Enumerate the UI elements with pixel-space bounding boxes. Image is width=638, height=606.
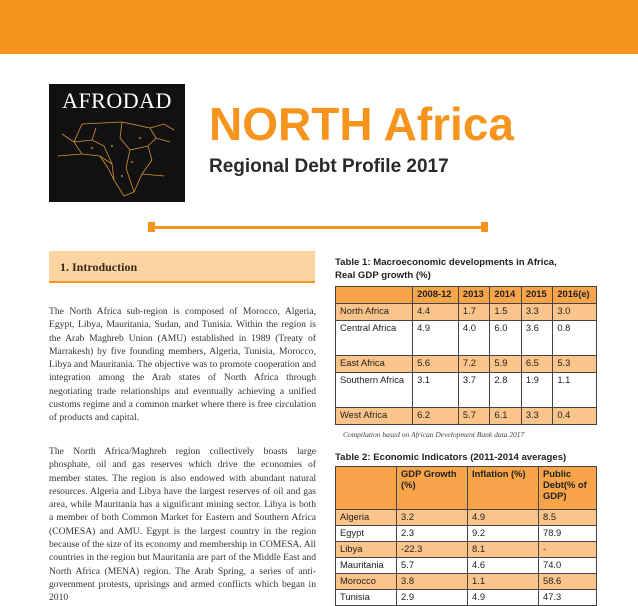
value-cell: 1.5 xyxy=(490,304,521,321)
value-cell: 2.9 xyxy=(397,590,468,606)
value-cell: 3.8 xyxy=(397,574,468,590)
divider-cap-right xyxy=(481,222,488,232)
country-cell: Mauritania xyxy=(336,558,397,574)
table-header-cell: Inflation (%) xyxy=(468,467,539,510)
value-cell: 6.5 xyxy=(521,356,552,373)
table-header-cell xyxy=(336,287,413,304)
table-row xyxy=(336,574,597,590)
value-cell: 1.9 xyxy=(521,373,552,408)
value-cell: - xyxy=(539,542,597,558)
value-cell: 8.1 xyxy=(468,542,539,558)
value-cell: 3.3 xyxy=(521,304,552,321)
divider-line xyxy=(148,226,488,229)
table-header-cell: 2016(e) xyxy=(553,287,597,304)
table-header-cell: GDP Growth (%) xyxy=(397,467,468,510)
table-header-cell: 2014 xyxy=(490,287,521,304)
value-cell: 74.0 xyxy=(539,558,597,574)
table1-note: Compilation based on African Development Bank data 2017 xyxy=(343,430,525,439)
table-row xyxy=(336,558,597,574)
value-cell: 4.0 xyxy=(458,321,489,356)
region-cell: North Africa xyxy=(336,304,413,321)
region-cell: Southern Africa xyxy=(336,373,413,408)
region-cell: East Africa xyxy=(336,356,413,373)
value-cell: 5.7 xyxy=(397,558,468,574)
value-cell: 47.3 xyxy=(539,590,597,606)
page-subtitle: Regional Debt Profile 2017 xyxy=(209,156,449,177)
value-cell: 2.3 xyxy=(397,526,468,542)
value-cell: 1.1 xyxy=(468,574,539,590)
value-cell: 4.9 xyxy=(468,510,539,526)
value-cell: 8.5 xyxy=(539,510,597,526)
region-cell: Central Africa xyxy=(336,321,413,356)
region-cell: West Africa xyxy=(336,408,413,425)
africa-map-icon xyxy=(52,116,182,199)
divider-cap-left xyxy=(148,222,155,232)
value-cell: 4.9 xyxy=(413,321,459,356)
table1-caption-line2: Real GDP growth (%) xyxy=(335,269,431,281)
value-cell: 6.1 xyxy=(490,408,521,425)
table-header-cell xyxy=(336,467,397,510)
value-cell: 3.3 xyxy=(521,408,552,425)
table-row xyxy=(336,304,597,321)
section-heading: 1. Introduction xyxy=(60,260,138,274)
country-cell: Algeria xyxy=(336,510,397,526)
table-header-cell: 2015 xyxy=(521,287,552,304)
value-cell: 3.2 xyxy=(397,510,468,526)
table-row xyxy=(336,590,597,606)
afrodad-logo xyxy=(49,84,185,202)
value-cell: 78.9 xyxy=(539,526,597,542)
value-cell: 5.3 xyxy=(553,356,597,373)
value-cell: 6.0 xyxy=(490,321,521,356)
value-cell: 4.6 xyxy=(468,558,539,574)
table1-caption-line1: Table 1: Macroeconomic developments in Africa, xyxy=(335,257,557,268)
economic-indicators-table xyxy=(335,466,597,606)
table-row xyxy=(336,526,597,542)
table-header-cell: Public Debt(% of GDP) xyxy=(539,467,597,510)
paragraph-2: The North Africa/Maghreb region collectively boasts large phosphate, oil and gas reserves which drive the economies of member states. The region is also endowed with abundant natural resources. Algeria and Libya have the largest reserves of oil and gas area, while Mauritania has a significant mining sector. Libya is both a member of both Common Market for Eastern and Southern Africa (COMESA) and AMU. Egypt is the largest country in the region because of the size of its economy and membership in COMESA. All countries in the region but Mauritania are part of the Middle East and North Africa (MENA) region. The Arab Spring, a series of anti-government protests, uprisings and armed conflicts which began in 2010 xyxy=(49,446,316,604)
section-header xyxy=(49,251,315,283)
table-row xyxy=(336,542,597,558)
table1-caption xyxy=(335,257,557,282)
value-cell: 5.7 xyxy=(458,408,489,425)
value-cell: 9.2 xyxy=(468,526,539,542)
value-cell: 1.1 xyxy=(553,373,597,408)
value-cell: 6.2 xyxy=(413,408,459,425)
value-cell: 1.7 xyxy=(458,304,489,321)
value-cell: 7.2 xyxy=(458,356,489,373)
page-title: NORTH Africa xyxy=(209,98,514,150)
table-row xyxy=(336,408,597,425)
logo-text: AFRODAD xyxy=(62,88,172,113)
value-cell: 5.9 xyxy=(490,356,521,373)
table-row xyxy=(336,356,597,373)
table-row xyxy=(336,510,597,526)
gdp-growth-table xyxy=(335,286,597,425)
country-cell: Tunisia xyxy=(336,590,397,606)
paragraph-1: The North Africa sub-region is composed of Morocco, Algeria, Egypt, Libya, Mauritania, Sudan, and Tunisia. Within the region is the Arab Maghreb Union (AMU) established in 1989 (Treaty of Marrakesh) by five founding members, Algeria, Tunisia, Morocco, Libya and Mauritania. The objective was to promote cooperation and integration among the Arab states of North Africa through negotiating trade relationships and eventually achieving a unified customs regime and a common market where there is free circulation of products and capital. xyxy=(49,306,316,424)
country-cell: Morocco xyxy=(336,574,397,590)
value-cell: 3.1 xyxy=(413,373,459,408)
value-cell: 0.4 xyxy=(553,408,597,425)
country-cell: Egypt xyxy=(336,526,397,542)
value-cell: 0.8 xyxy=(553,321,597,356)
top-banner xyxy=(0,0,638,54)
table2-caption: Table 2: Economic Indicators (2011-2014 averages) xyxy=(335,452,567,463)
value-cell: 3.7 xyxy=(458,373,489,408)
value-cell: 2.8 xyxy=(490,373,521,408)
value-cell: 4.4 xyxy=(413,304,459,321)
value-cell: 5.6 xyxy=(413,356,459,373)
country-cell: Libya xyxy=(336,542,397,558)
table-header-row xyxy=(336,467,597,510)
value-cell: 3.0 xyxy=(553,304,597,321)
value-cell: 4.9 xyxy=(468,590,539,606)
value-cell: -22.3 xyxy=(397,542,468,558)
table-row xyxy=(336,321,597,356)
table-row xyxy=(336,373,597,408)
table-header-row xyxy=(336,287,597,304)
value-cell: 3.6 xyxy=(521,321,552,356)
table-header-cell: 2013 xyxy=(458,287,489,304)
value-cell: 58.6 xyxy=(539,574,597,590)
table-header-cell: 2008-12 xyxy=(413,287,459,304)
